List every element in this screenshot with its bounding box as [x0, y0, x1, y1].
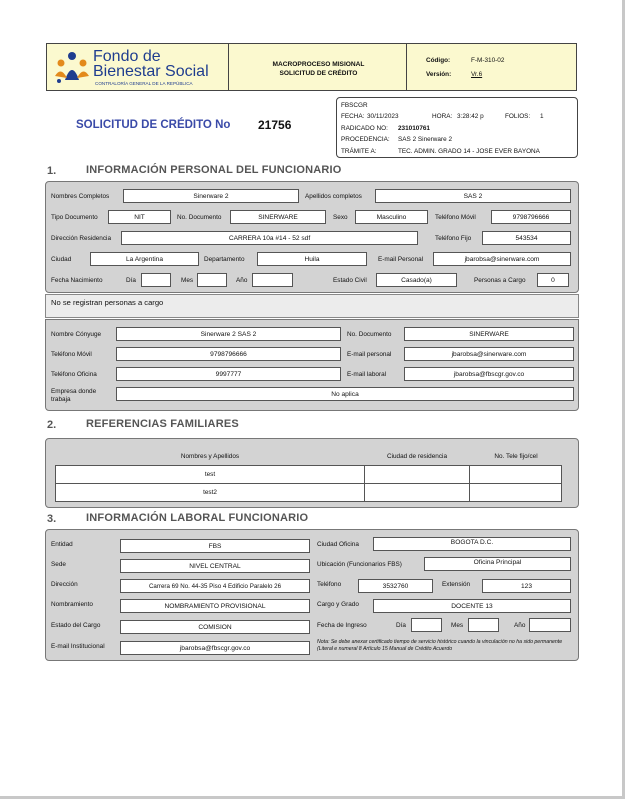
- spouse-nombre-field[interactable]: Sinerware 2 SAS 2: [116, 327, 341, 341]
- ref-table: [55, 465, 562, 502]
- receipt-org: FBSCGR: [341, 102, 368, 109]
- process-line1: MACROPROCESO MISIONAL: [272, 61, 365, 68]
- fecha-nac-label: Fecha Nacimiento: [51, 277, 103, 284]
- service-note: Nota: Se debe anexar certificado tiempo de servicio histórico cuando la vinculación no ha sido permanente (Literal e numeral 8 Artículo 15 Manual de Crédito Acuerdo: [317, 639, 563, 652]
- table-row: [56, 484, 561, 501]
- ciudad-oficina-field[interactable]: BOGOTA D.C.: [373, 537, 571, 551]
- fecha-nac-anio-field[interactable]: [252, 273, 293, 287]
- section2-title: REFERENCIAS FAMILIARES: [86, 418, 239, 430]
- process-line2: SOLICITUD DE CRÉDITO: [279, 70, 358, 77]
- table-row: [56, 466, 561, 484]
- tel-fijo-field[interactable]: 543534: [482, 231, 571, 245]
- departamento-label: Departamento: [204, 256, 245, 263]
- version-value: Vr.6: [471, 71, 483, 78]
- ciudad-oficina-label: Ciudad Oficina: [317, 541, 359, 548]
- ref-col-nombres: Nombres y Apellidos: [180, 453, 240, 460]
- email-inst-label: E-mail Institucional: [51, 643, 105, 650]
- hora-value: 3:28:42 p: [457, 113, 484, 120]
- spouse-no-doc-label: No. Documento: [347, 331, 392, 338]
- spouse-email-laboral-field[interactable]: jbarobsa@fbscgr.gov.co: [404, 367, 574, 381]
- spouse-email-laboral-label: E-mail laboral: [347, 371, 387, 378]
- spouse-no-doc-field[interactable]: SINERWARE: [404, 327, 574, 341]
- extension-label: Extensión: [442, 581, 471, 588]
- fecha-ingreso-dia-label: Día: [396, 622, 406, 629]
- header-process-cell: [228, 43, 407, 91]
- receipt-box: [336, 97, 578, 158]
- code-value: F-M-310-02: [471, 57, 505, 64]
- version-label: Versión:: [426, 71, 452, 78]
- ref-cell-telefono[interactable]: [470, 484, 561, 501]
- cargo-label: Cargo y Grado: [317, 601, 359, 608]
- sexo-field[interactable]: Masculino: [355, 210, 428, 224]
- fecha-nac-dia-label: Día: [126, 277, 136, 284]
- ubicacion-label: Ubicación (Funcionarios FBS): [317, 561, 402, 568]
- tel-fijo-label: Teléfono Fijo: [435, 235, 472, 242]
- sede-label: Sede: [51, 561, 66, 568]
- spouse-tel-movil-label: Teléfono Móvil: [51, 351, 92, 358]
- section3-number: 3.: [47, 513, 57, 525]
- sexo-label: Sexo: [333, 214, 348, 221]
- nombramiento-field[interactable]: NOMBRAMIENTO PROVISIONAL: [120, 599, 310, 613]
- nombres-field[interactable]: Sinerware 2: [123, 189, 299, 203]
- ref-col-ciudad: Ciudad de residencia: [386, 453, 448, 460]
- nombramiento-label: Nombramiento: [51, 601, 93, 608]
- fecha-ingreso-anio-label: Año: [514, 622, 526, 629]
- ref-col-telefono: No. Tele fijo/cel: [494, 453, 538, 460]
- cargo-field[interactable]: DOCENTE 13: [373, 599, 571, 613]
- ref-cell-ciudad[interactable]: [365, 484, 470, 501]
- direccion-lab-field[interactable]: Carrera 69 No. 44-35 Piso 4 Edificio Paralelo 26: [120, 579, 310, 593]
- spouse-tel-oficina-field[interactable]: 9997777: [116, 367, 341, 381]
- no-doc-label: No. Documento: [177, 214, 222, 221]
- folios-label: FOLIOS:: [505, 113, 531, 120]
- fecha-ingreso-mes-field[interactable]: [468, 618, 499, 632]
- tel-movil-label: Teléfono Móvil: [435, 214, 476, 221]
- nombres-label: Nombres Completos: [51, 193, 110, 200]
- request-number: 21756: [258, 118, 292, 132]
- tipo-doc-label: Tipo Documento: [51, 214, 98, 221]
- procedencia-label: PROCEDENCIA:: [341, 136, 390, 143]
- spouse-empresa-label-2: trabaja: [51, 396, 71, 403]
- radicado-label: RADICADO NO:: [341, 125, 388, 132]
- spouse-tel-movil-field[interactable]: 9798796666: [116, 347, 341, 361]
- radicado-value: 231010761: [398, 125, 430, 132]
- fecha-ingreso-anio-field[interactable]: [529, 618, 571, 632]
- fecha-nac-mes-label: Mes: [181, 277, 194, 284]
- tel-movil-field[interactable]: 9798796666: [491, 210, 571, 224]
- spouse-empresa-label-1: Empresa donde: [51, 388, 97, 395]
- spouse-nombre-label: Nombre Cónyuge: [51, 331, 102, 338]
- people-logo-icon: [53, 50, 91, 86]
- section2-number: 2.: [47, 419, 57, 431]
- departamento-field[interactable]: Huila: [257, 252, 367, 266]
- spouse-panel: [45, 319, 579, 411]
- logo-line2: Bienestar Social: [93, 63, 209, 80]
- spouse-tel-oficina-label: Teléfono Oficina: [51, 371, 97, 378]
- personas-cargo-label: Personas a Cargo: [474, 277, 526, 284]
- folios-value: 1: [540, 113, 544, 120]
- estado-civil-label: Estado Civil: [333, 277, 367, 284]
- sede-field[interactable]: NIVEL CENTRAL: [120, 559, 310, 573]
- hora-label: HORA:: [432, 113, 453, 120]
- request-title: SOLICITUD DE CRÉDITO No: [76, 119, 231, 131]
- telefono-lab-field[interactable]: 3532760: [358, 579, 433, 593]
- spouse-empresa-field[interactable]: No aplica: [116, 387, 574, 401]
- no-doc-field[interactable]: SINERWARE: [230, 210, 326, 224]
- ref-cell-ciudad[interactable]: [365, 466, 470, 484]
- ciudad-label: Ciudad: [51, 256, 72, 263]
- work-info-panel: [45, 529, 579, 661]
- apellidos-field[interactable]: SAS 2: [375, 189, 571, 203]
- spouse-email-personal-label: E-mail personal: [347, 351, 392, 358]
- ciudad-field[interactable]: La Argentina: [90, 252, 199, 266]
- email-label: E-mail Personal: [378, 256, 424, 263]
- fecha-value: 30/11/2023: [367, 113, 399, 120]
- ubicacion-field[interactable]: Oficina Principal: [424, 557, 571, 571]
- fecha-nac-dia-field[interactable]: [141, 273, 171, 287]
- code-label: Código:: [426, 57, 451, 64]
- estado-cargo-label: Estado del Cargo: [51, 622, 101, 629]
- family-references-panel: [45, 438, 579, 508]
- entidad-field[interactable]: FBS: [120, 539, 310, 553]
- section1-title: INFORMACIÓN PERSONAL DEL FUNCIONARIO: [86, 164, 342, 176]
- section3-title: INFORMACIÓN LABORAL FUNCIONARIO: [86, 512, 309, 524]
- fecha-nac-anio-label: Año: [236, 277, 248, 284]
- procedencia-value: SAS 2 Sinerware 2: [398, 136, 452, 143]
- entidad-label: Entidad: [51, 541, 73, 548]
- personal-info-panel: [45, 181, 579, 293]
- email-inst-field[interactable]: jbarobsa@fbscgr.gov.co: [120, 641, 310, 655]
- tramite-value: TEC. ADMIN. GRADO 14 - JOSE EVER BAYONA: [398, 148, 540, 155]
- no-personas-note: No se registran personas a cargo: [45, 294, 579, 318]
- header-logo-cell: [46, 43, 229, 91]
- telefono-lab-label: Teléfono: [317, 581, 342, 588]
- estado-civil-field[interactable]: Casado(a): [376, 273, 457, 287]
- direccion-field[interactable]: CARRERA 10a #14 - 52 sdf: [121, 231, 418, 245]
- fecha-nac-mes-field[interactable]: [197, 273, 227, 287]
- email-field[interactable]: jbarobsa@sinerware.com: [433, 252, 571, 266]
- ref-cell-nombre[interactable]: test2: [56, 484, 365, 501]
- fecha-ingreso-label: Fecha de Ingreso: [317, 622, 367, 629]
- direccion-label: Dirección Residencia: [51, 235, 112, 242]
- direccion-lab-label: Dirección: [51, 581, 78, 588]
- personas-cargo-field[interactable]: 0: [537, 273, 569, 287]
- fecha-ingreso-mes-label: Mes: [451, 622, 464, 629]
- ref-cell-telefono[interactable]: [470, 466, 561, 484]
- logo-subtitle: CONTRALORÍA GENERAL DE LA REPÚBLICA: [95, 81, 193, 86]
- fecha-ingreso-dia-field[interactable]: [411, 618, 442, 632]
- ref-cell-nombre[interactable]: test: [56, 466, 365, 484]
- spouse-email-personal-field[interactable]: jbarobsa@sinerware.com: [404, 347, 574, 361]
- estado-cargo-field[interactable]: COMISION: [120, 620, 310, 634]
- extension-field[interactable]: 123: [482, 579, 571, 593]
- tramite-label: TRÁMITE A:: [341, 148, 377, 155]
- fecha-label: FECHA:: [341, 113, 365, 120]
- header-code-cell: [406, 43, 577, 91]
- apellidos-label: Apellidos completos: [305, 193, 362, 200]
- logo-line1: Fondo de: [93, 48, 161, 65]
- tipo-doc-field[interactable]: NIT: [108, 210, 171, 224]
- section1-number: 1.: [47, 165, 57, 177]
